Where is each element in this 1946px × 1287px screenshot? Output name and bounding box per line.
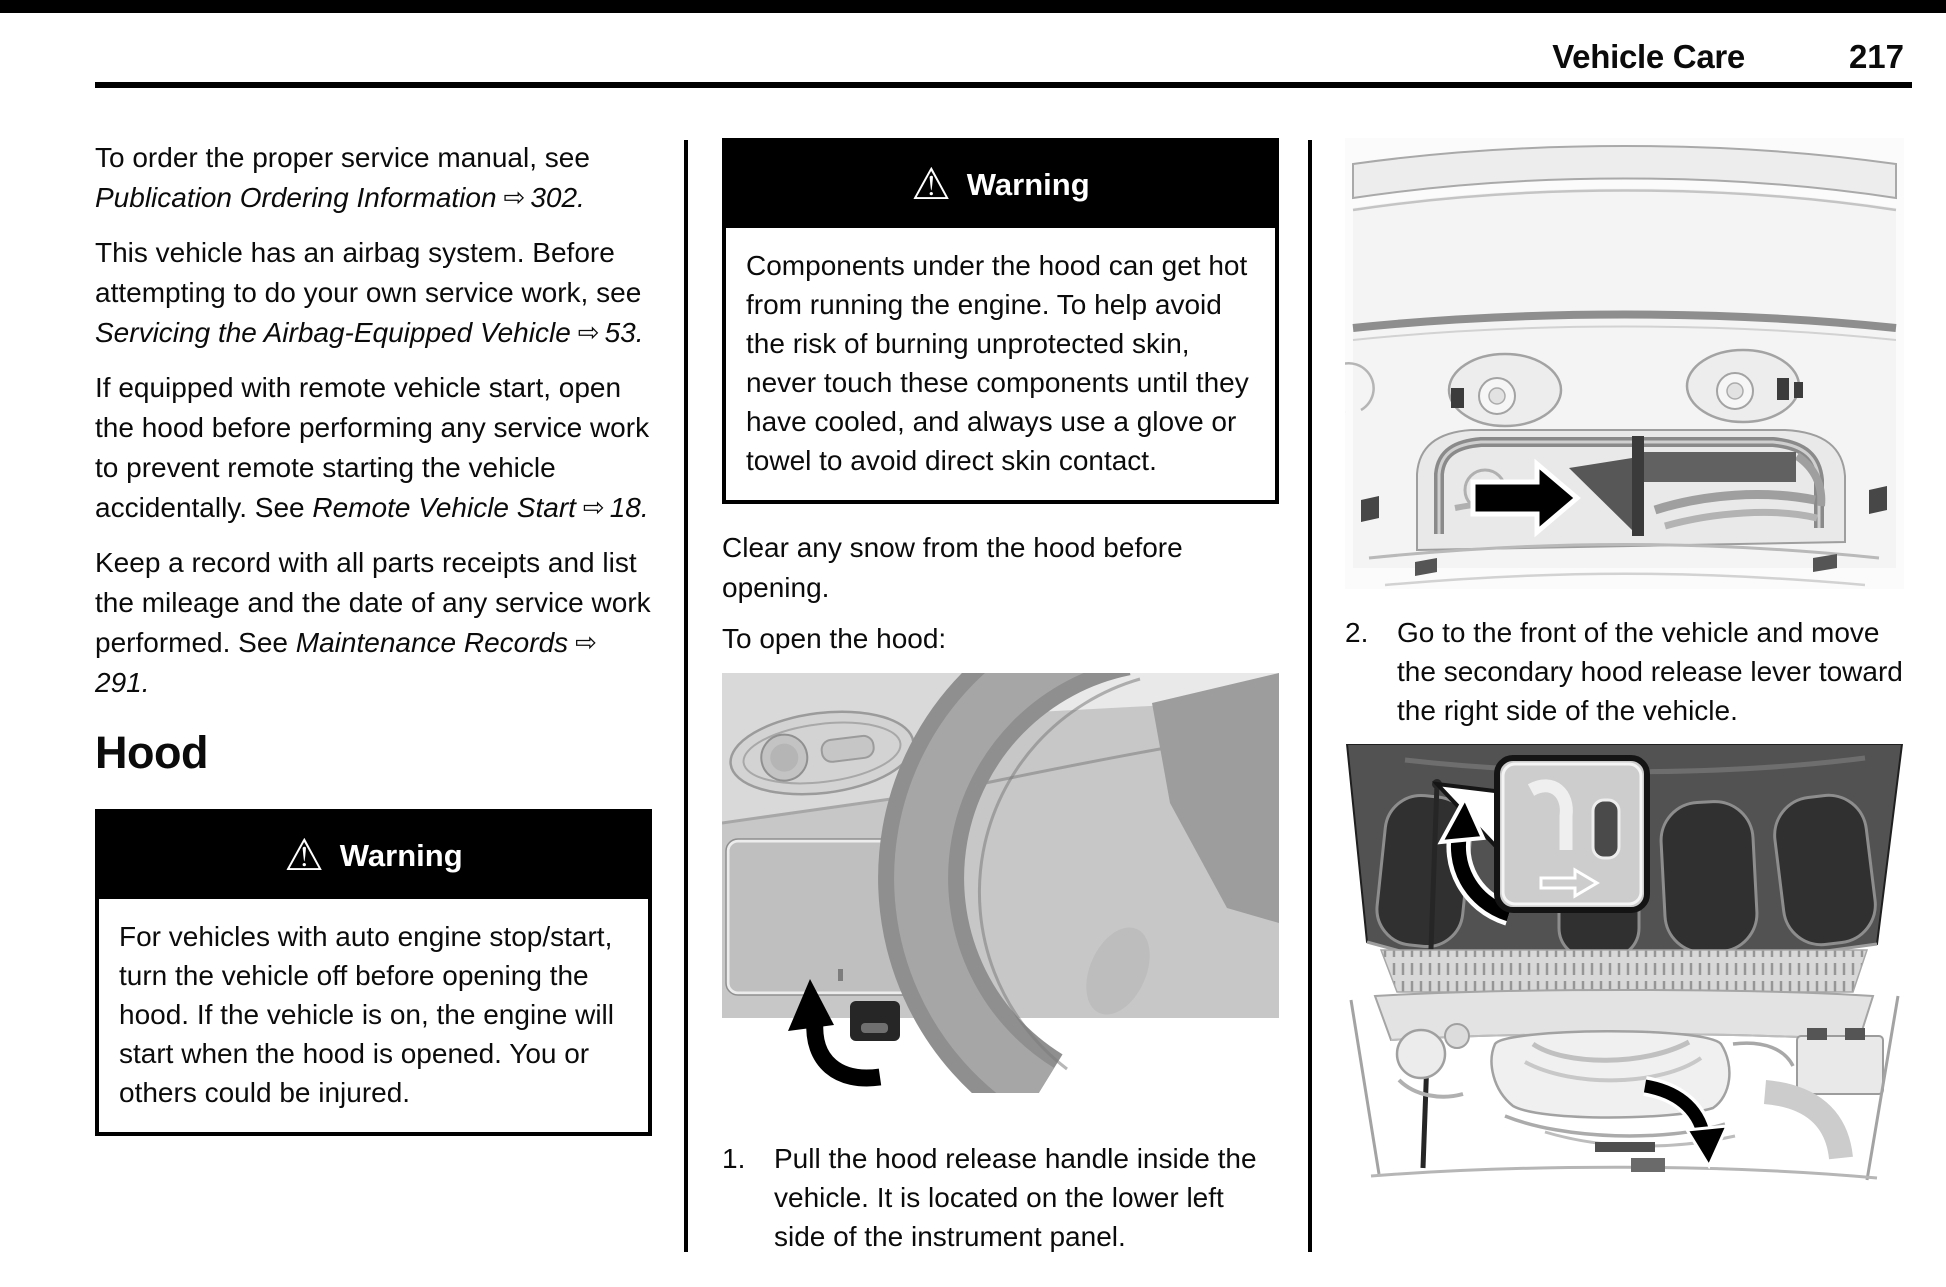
warning-triangle-icon: ⚠ [911, 160, 951, 209]
secondary-release-lever [1632, 436, 1644, 536]
figure-engine-bay-prop-rod [1345, 744, 1906, 1191]
warning-header [99, 813, 648, 899]
cross-reference-page: 18. [609, 492, 649, 523]
cross-reference: Maintenance Records [295, 627, 569, 658]
open-hood-lead-in: To open the hood: [722, 623, 947, 654]
left-column [95, 138, 652, 1142]
numbered-step [1345, 613, 1906, 730]
section-heading-hood: Hood [95, 727, 208, 778]
cross-reference-page: 291. [95, 667, 150, 698]
cross-reference: Publication Ordering Information [95, 182, 497, 213]
cross-reference: Servicing the Airbag-Equipped Vehicle [95, 317, 571, 348]
column-divider-left [684, 140, 688, 1252]
warning-triangle-icon: ⚠ [284, 831, 324, 880]
paragraph-text: Keep a record with all parts receipts and list the mileage and the date of any service work performed. See [95, 547, 651, 658]
cowl-grille [1381, 950, 1867, 992]
warning-body: Components under the hood can get hot from running the engine. To help avoid the risk of burning unprotected skin, never touch these components until they have cooled, and always use a glove or towel to avoid direct skin contact. [746, 250, 1249, 476]
battery [1797, 1036, 1883, 1094]
scan-edge-bar [0, 0, 1946, 13]
middle-column [722, 138, 1279, 1256]
warning-header [726, 142, 1275, 228]
warning-box [722, 138, 1279, 504]
instruction-text [722, 528, 1279, 659]
cross-reference-page: 53. [604, 317, 644, 348]
page-ref-arrow-icon: ⇨ [577, 317, 600, 347]
cross-reference-page: 302. [530, 182, 585, 213]
page-ref-arrow-icon: ⇨ [582, 492, 605, 522]
figure-hood-release-handle [722, 673, 1279, 1093]
hood-release-handle [850, 1001, 900, 1041]
page-title: Vehicle Care [1552, 38, 1745, 75]
paragraph-text: This vehicle has an airbag system. Before attempting to do your own service work, see [95, 237, 642, 308]
page-ref-arrow-icon: ⇨ [503, 182, 526, 212]
paragraph [95, 138, 652, 218]
warning-title: Warning [339, 838, 463, 873]
paragraph [95, 543, 652, 703]
step-number: 2. [1345, 617, 1369, 648]
page-ref-arrow-icon: ⇨ [575, 627, 597, 657]
step-text: Pull the hood release handle inside the vehicle. It is located on the lower left side of the instrument panel. [774, 1143, 1257, 1252]
warning-body: For vehicles with auto engine stop/start, turn the vehicle off before opening the hood. If the vehicle is on, the engine will start when the hood is opened. You or others could be injured. [119, 921, 614, 1108]
page-number: 217 [1848, 38, 1904, 75]
header-rule [95, 82, 1912, 88]
figure-secondary-hood-release [1345, 138, 1906, 589]
paragraph [95, 233, 652, 353]
clear-snow-note: Clear any snow from the hood before opening. [722, 532, 1183, 603]
warning-box [95, 809, 652, 1136]
step-number: 1. [722, 1143, 746, 1174]
warning-title: Warning [966, 167, 1090, 202]
prop-rod-slot [1593, 800, 1619, 858]
column-divider-right [1308, 140, 1312, 1252]
paragraph-text: If equipped with remote vehicle start, open the hood before performing any service work to prevent remote starting the vehicle accidentally. See [95, 372, 650, 523]
right-column [1345, 138, 1906, 1191]
cross-reference: Remote Vehicle Start [312, 492, 576, 523]
step-text: Go to the front of the vehicle and move the secondary hood release lever toward the right side of the vehicle. [1397, 617, 1903, 726]
paragraph [95, 368, 652, 528]
paragraph-text: To order the proper service manual, see [95, 142, 590, 173]
numbered-step [722, 1139, 1279, 1256]
